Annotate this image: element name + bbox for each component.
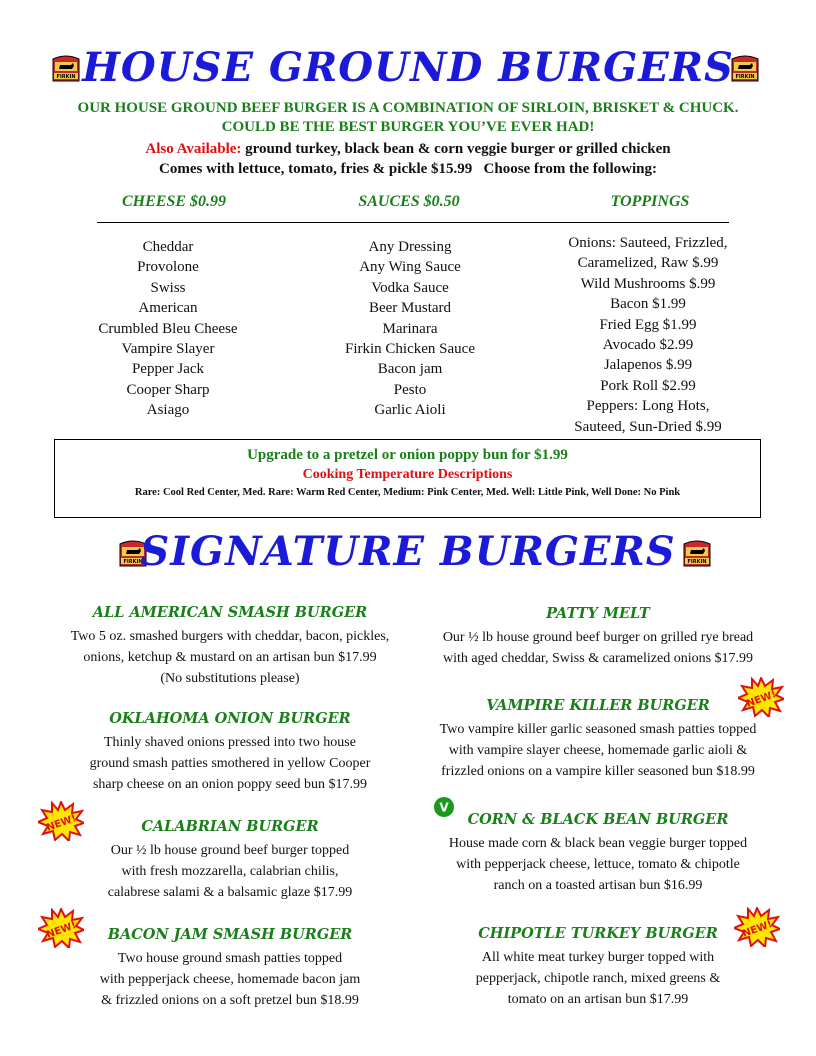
burger-desc-line: with aged cheddar, Swiss & caramelized onions $17.99	[442, 651, 754, 666]
svg-text:V: V	[439, 800, 449, 815]
svg-text:NEW!: NEW!	[745, 688, 778, 710]
burger-desc-line: sharp cheese on an onion poppy seed bun $17.99	[92, 777, 368, 792]
burger-desc-line: Our ½ lb house ground beef burger on grilled rye bread	[442, 630, 754, 645]
svg-text:FIRKIN: FIRKIN	[735, 74, 755, 80]
burger-patty-melt	[408, 604, 788, 669]
new-burst-icon	[738, 677, 784, 717]
sauces-heading: SAUCES $0.50	[358, 193, 460, 210]
topping-item: Bacon $1.99	[610, 296, 686, 313]
sauces-list	[310, 237, 510, 421]
svg-text:NEW!: NEW!	[45, 812, 78, 834]
burger-bacon-jam-smash	[40, 925, 420, 1011]
upgrade-text: Upgrade to a pretzel or onion poppy bun for $1.99	[247, 447, 568, 463]
burger-desc-line: Two house ground smash patties topped	[117, 951, 343, 966]
burger-desc-line: (No substitutions please)	[160, 671, 300, 686]
topping-item: Onions: Sauteed, Frizzled,	[568, 235, 728, 251]
topping-item: Fried Egg $1.99	[599, 316, 697, 333]
burger-desc-line: calabrese salami & a balsamic glaze $17.99	[107, 885, 353, 900]
topping-item: Peppers: Long Hots,	[586, 398, 710, 415]
toppings-heading: TOPPINGS	[610, 193, 690, 210]
burger-name: PATTY MELT	[546, 605, 650, 622]
sauce-item: Any Dressing	[368, 239, 452, 255]
burger-desc-line: Thinly shaved onions pressed into two house	[104, 735, 356, 750]
sauce-item: Vodka Sauce	[371, 279, 449, 296]
sauce-item: Bacon jam	[377, 361, 443, 378]
burger-desc-line: & frizzled onions on a soft pretzel bun $18.99	[101, 993, 359, 1008]
cheese-list	[68, 237, 268, 421]
cheese-item: Swiss	[150, 279, 186, 296]
burger-all-american	[40, 603, 420, 689]
svg-text:FIRKIN: FIRKIN	[687, 559, 707, 565]
burger-name: VAMPIRE KILLER BURGER	[486, 697, 710, 714]
topping-item: Avocado $2.99	[602, 337, 694, 354]
cheese-item: Asiago	[146, 402, 190, 419]
burger-name: BACON JAM SMASH BURGER	[107, 926, 353, 943]
burger-desc-line: with pepperjack cheese, homemade bacon jam	[99, 972, 361, 987]
cheese-item: Cooper Sharp	[126, 381, 210, 398]
svg-text:NEW!: NEW!	[45, 919, 78, 941]
sauce-item: Any Wing Sauce	[359, 259, 461, 276]
cheese-item: American	[138, 300, 198, 317]
burger-name: CALABRIAN BURGER	[141, 818, 319, 835]
burger-name: CORN & BLACK BEAN BURGER	[467, 811, 729, 828]
divider	[97, 222, 729, 223]
burger-desc-line: with vampire slayer cheese, homemade garlic aioli &	[448, 743, 748, 758]
signature-title: SIGNATURE BURGERS	[140, 528, 676, 575]
burger-name: ALL AMERICAN SMASH BURGER	[92, 604, 368, 621]
burger-desc-line: Two vampire killer garlic seasoned smash patties topped	[439, 722, 757, 737]
topping-item: Caramelized, Raw $.99	[577, 255, 719, 272]
burger-corn-black-bean	[408, 810, 788, 896]
burger-desc-line: All white meat turkey burger topped with	[481, 950, 715, 965]
sauce-item: Beer Mustard	[368, 300, 452, 317]
burger-desc-line: pepperjack, chipotle ranch, mixed greens &	[475, 971, 721, 986]
info-box	[54, 439, 761, 518]
sauce-item: Pesto	[393, 381, 427, 398]
burger-desc-line: tomato on an artisan bun $17.99	[507, 992, 689, 1007]
topping-item: Jalapenos $.99	[603, 357, 693, 374]
burger-name: OKLAHOMA ONION BURGER	[109, 710, 351, 727]
burger-desc-line: Two 5 oz. smashed burgers with cheddar, bacon, pickles,	[70, 629, 390, 644]
burger-desc-line: House made corn & black bean veggie burger topped	[448, 836, 748, 851]
toppings-list	[548, 233, 748, 437]
burger-desc-line: ranch on a toasted artisan bun $16.99	[493, 878, 703, 893]
burger-desc-line: ground smash patties smothered in yellow Cooper	[89, 756, 371, 771]
also-available	[0, 140, 816, 159]
cheese-item: Vampire Slayer	[121, 341, 215, 358]
sauce-item: Firkin Chicken Sauce	[345, 341, 475, 358]
burger-desc-line: with fresh mozzarella, calabrian chilis,	[121, 864, 339, 879]
topping-item: Pork Roll $2.99	[600, 377, 696, 394]
burger-calabrian	[40, 817, 420, 903]
cheese-item: Provolone	[137, 259, 199, 276]
burger-oklahoma-onion	[40, 709, 420, 795]
intro-line-2: COULD BE THE BEST BURGER YOU’VE EVER HAD!	[221, 119, 595, 135]
new-burst-icon	[734, 907, 780, 947]
burger-name: CHIPOTLE TURKEY BURGER	[478, 925, 718, 942]
comes-with: Comes with lettuce, tomato, fries & pickle $15.99 Choose from the following:	[159, 161, 657, 177]
burger-desc-line: frizzled onions on a vampire killer seasoned bun $18.99	[441, 764, 755, 779]
page-title: HOUSE GROUND BURGERS	[82, 44, 734, 91]
burger-desc-line: with pepperjack cheese, lettuce, tomato & chipotle	[456, 857, 740, 872]
cheese-item: Cheddar	[142, 239, 194, 255]
temp-heading: Cooking Temperature Descriptions	[302, 467, 513, 482]
burger-chipotle-turkey	[408, 924, 788, 1010]
burger-vampire-killer	[408, 696, 788, 782]
burger-desc-line: onions, ketchup & mustard on an artisan bun $17.99	[83, 650, 377, 665]
also-available-label: Also Available:	[145, 141, 242, 157]
topping-item: Sauteed, Sun-Dried $.99	[574, 418, 722, 435]
cheese-item: Crumbled Bleu Cheese	[98, 320, 238, 337]
intro-line-1: OUR HOUSE GROUND BEEF BURGER IS A COMBINATION OF SIRLOIN, BRISKET & CHUCK.	[77, 100, 739, 116]
temp-descriptions: Rare: Cool Red Center, Med. Rare: Warm Red Center, Medium: Pink Center, Med. Well: Little Pink, Well Done: No Pink	[134, 487, 681, 498]
cheese-heading: CHEESE $0.99	[121, 193, 227, 210]
vegetarian-icon	[433, 796, 455, 818]
svg-text:FIRKIN: FIRKIN	[56, 74, 76, 80]
new-burst-icon	[38, 801, 84, 841]
also-available-text: ground turkey, black bean & corn veggie burger or grilled chicken	[241, 141, 671, 157]
burger-desc-line: Our ½ lb house ground beef burger topped	[110, 843, 350, 858]
cheese-item: Pepper Jack	[131, 361, 205, 378]
svg-text:FIRKIN: FIRKIN	[123, 559, 143, 565]
sauce-item: Garlic Aioli	[374, 402, 446, 419]
svg-text:NEW!: NEW!	[741, 918, 774, 940]
new-burst-icon	[38, 908, 84, 948]
sauce-item: Marinara	[382, 320, 438, 337]
topping-item: Wild Mushrooms $.99	[580, 275, 716, 292]
